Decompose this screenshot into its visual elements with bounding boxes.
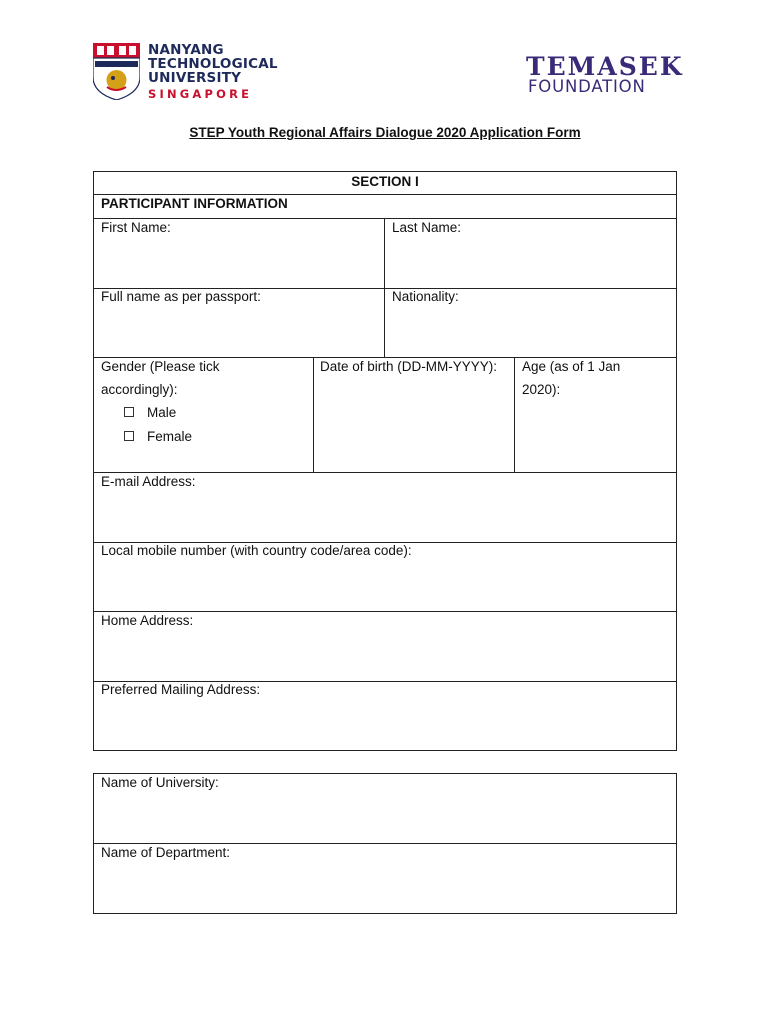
dob-field[interactable] — [314, 380, 514, 472]
home-address-label: Home Address: — [101, 613, 194, 628]
female-checkbox[interactable] — [124, 431, 134, 441]
university-label: Name of University: — [101, 775, 219, 790]
passport-name-field[interactable] — [94, 289, 384, 357]
age-label-line-2: 2020): — [522, 382, 561, 397]
gender-label-line-2: accordingly): — [101, 382, 178, 397]
department-label: Name of Department: — [101, 845, 231, 860]
age-field[interactable] — [515, 402, 676, 472]
passport-name-label: Full name as per passport: — [101, 289, 261, 304]
female-label: Female — [147, 429, 193, 444]
university-field[interactable] — [94, 774, 676, 843]
gender-label-line-1: Gender (Please tick — [101, 359, 220, 374]
email-label: E-mail Address: — [101, 474, 196, 489]
section-heading: SECTION I — [351, 174, 419, 189]
ntu-line-3: UNIVERSITY — [148, 70, 242, 86]
ntu-wordmark — [148, 43, 278, 101]
email-field[interactable] — [94, 473, 676, 542]
last-name-field[interactable] — [385, 219, 676, 288]
age-label-line-1: Age (as of 1 Jan — [522, 359, 621, 374]
home-address-field[interactable] — [94, 612, 676, 681]
mobile-field[interactable] — [94, 543, 676, 611]
foundation-wordmark: FOUNDATION — [528, 77, 646, 96]
ntu-line-1: NANYANG — [148, 42, 224, 58]
first-name-label: First Name: — [101, 220, 171, 235]
ntu-line-4: SINGAPORE — [148, 87, 253, 101]
last-name-label: Last Name: — [392, 220, 462, 235]
nationality-field[interactable] — [385, 289, 676, 357]
department-field[interactable] — [94, 844, 676, 913]
male-checkbox[interactable] — [124, 407, 134, 417]
mobile-label: Local mobile number (with country code/area code): — [101, 543, 412, 558]
ntu-crest-logo — [93, 43, 140, 100]
gender-option-female[interactable] — [124, 425, 192, 448]
participant-info-heading: PARTICIPANT INFORMATION — [101, 196, 288, 211]
form-title: STEP Youth Regional Affairs Dialogue 2020 Application Form — [189, 125, 581, 140]
dob-label: Date of birth (DD-MM-YYYY): — [320, 359, 498, 374]
temasek-wordmark: TEMASEK — [526, 52, 684, 81]
nationality-label: Nationality: — [392, 289, 459, 304]
ntu-line-2: TECHNOLOGICAL — [148, 56, 278, 72]
male-label: Male — [147, 405, 177, 420]
gender-option-male[interactable] — [124, 401, 176, 424]
mailing-address-label: Preferred Mailing Address: — [101, 682, 261, 697]
first-name-field[interactable] — [94, 219, 384, 288]
mailing-address-field[interactable] — [94, 682, 676, 750]
